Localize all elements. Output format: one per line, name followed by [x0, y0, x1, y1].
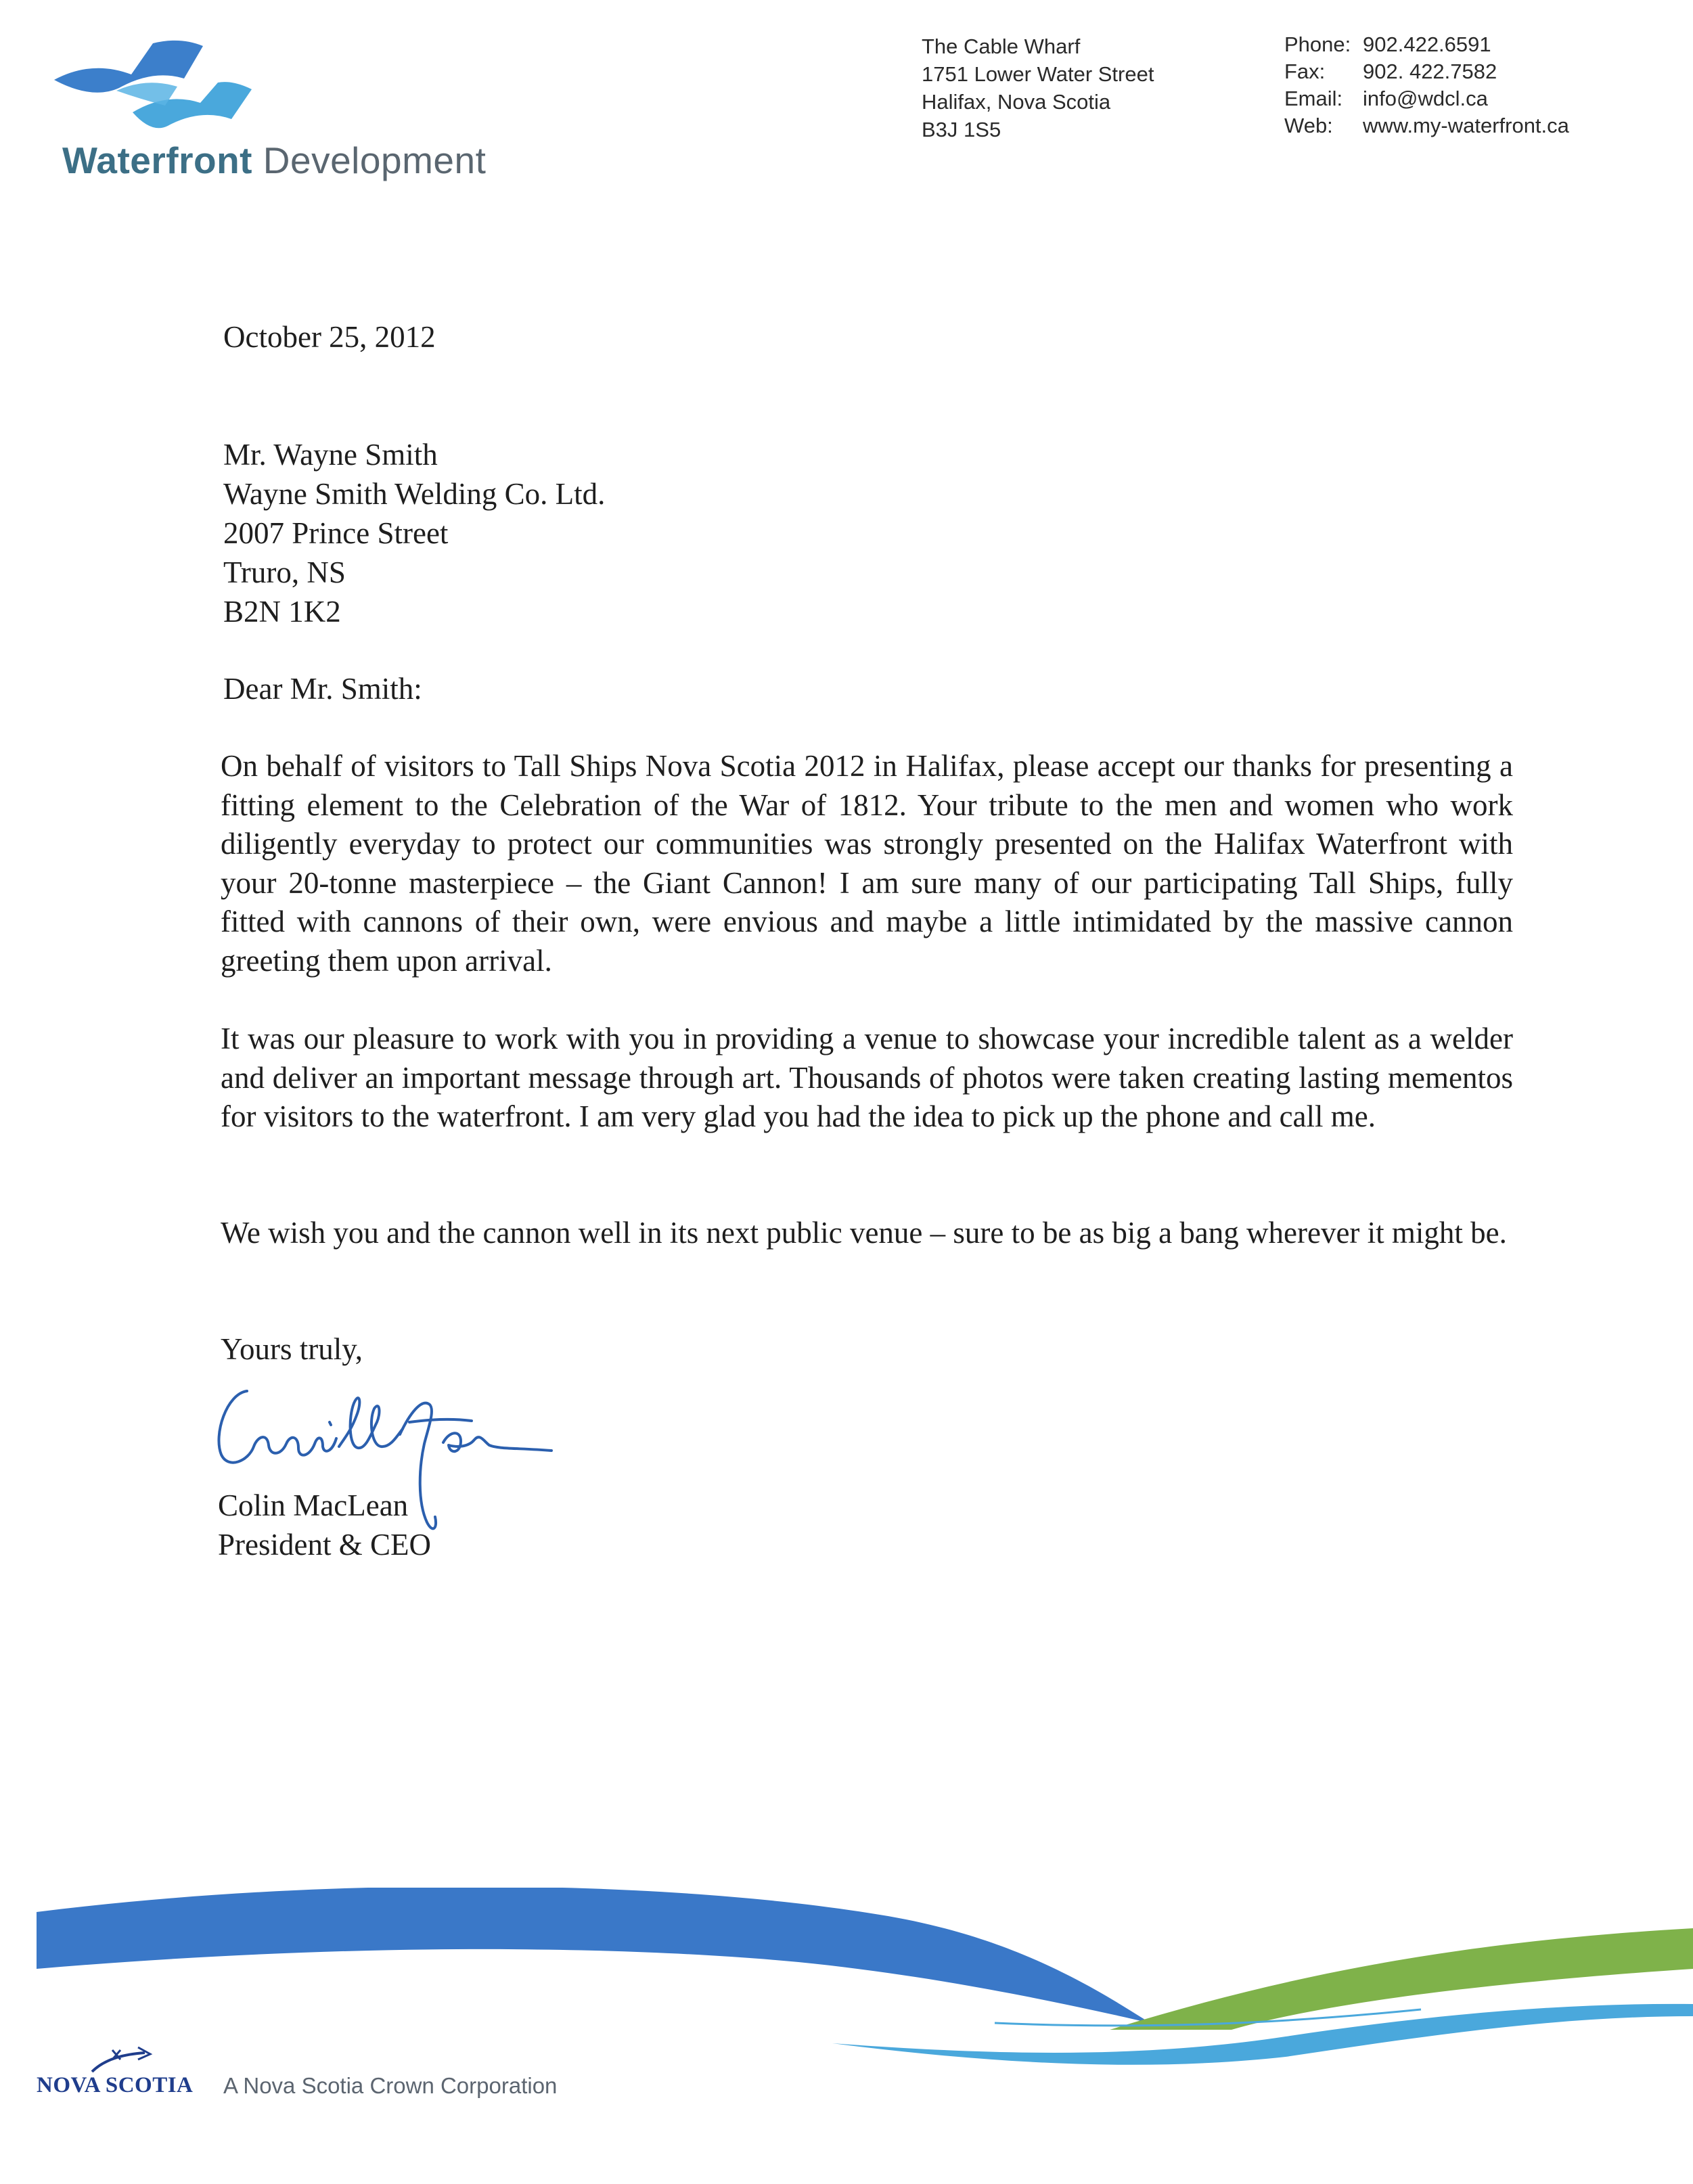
company-contacts [1284, 31, 1569, 139]
contact-label: Fax: [1284, 60, 1326, 83]
body-paragraph: It was our pleasure to work with you in providing a venue to showcase your incredible talent as a welder and deliver an important message through art. Thousands of photos were taken creating lasting mementos for visitors to the waterfront. I am very glad you had the idea to pick up the phone and call me. [221, 1022, 1513, 1133]
contact-value: www.my-waterfront.ca [1363, 114, 1569, 137]
crown-corporation-tagline: A Nova Scotia Crown Corporation [223, 2073, 558, 2098]
body-paragraph: We wish you and the cannon well in its next public venue – sure to be as big a bang wherever it might be. [221, 1216, 1507, 1250]
recipient-line: Wayne Smith Welding Co. Ltd. [223, 477, 606, 511]
signer-title: President & CEO [218, 1528, 431, 1562]
brand-name-rest: Development [263, 139, 487, 181]
contact-fax [1284, 58, 1569, 85]
address-line: B3J 1S5 [922, 118, 1001, 141]
address-line: The Cable Wharf [922, 35, 1081, 58]
contact-label: Email: [1284, 87, 1343, 110]
closing: Yours truly, [221, 1332, 363, 1366]
address-line: Halifax, Nova Scotia [922, 90, 1111, 114]
recipient-line: Truro, NS [223, 555, 346, 589]
signer-name: Colin MacLean [218, 1488, 409, 1522]
signer-block [218, 1486, 431, 1564]
waterfront-logo-icon [51, 32, 254, 141]
contact-label: Web: [1284, 114, 1333, 137]
company-address [922, 32, 1154, 143]
contact-value: 902.422.6591 [1363, 32, 1491, 56]
address-line: 1751 Lower Water Street [922, 62, 1154, 86]
province-name: NOVA SCOTIA [37, 2073, 194, 2097]
recipient-line: B2N 1K2 [223, 595, 341, 629]
nova-scotia-logo [37, 2045, 212, 2106]
contact-web [1284, 112, 1569, 139]
contact-label: Phone: [1284, 32, 1351, 56]
letter-date: October 25, 2012 [223, 320, 436, 354]
recipient-line: Mr. Wayne Smith [223, 438, 438, 472]
salutation: Dear Mr. Smith: [223, 672, 422, 706]
contact-email [1284, 85, 1569, 112]
contact-phone [1284, 31, 1569, 58]
contact-value: 902. 422.7582 [1363, 60, 1497, 83]
recipient-line: 2007 Prince Street [223, 516, 449, 550]
contact-value: info@wdcl.ca [1363, 87, 1488, 110]
brand-name-strong: Waterfront [62, 139, 252, 181]
recipient-block [223, 435, 605, 631]
body-paragraph: On behalf of visitors to Tall Ships Nova Scotia 2012 in Halifax, please accept our thanks for presenting a fitting element to the Celebration of the War of 1812. Your tribute to the men and women who work diligently everyday to protect our communities was strongly presented on the Halifax Waterfront with your 20-tonne masterpiece – the Giant Cannon! I am sure many of our participating Tall Ships, fully fitted with cannons of their own, were envious and maybe a little intimidated by the massive cannon greeting them upon arrival. [221, 749, 1513, 978]
brand-name [62, 139, 486, 182]
nova-scotia-flag-icon [85, 2045, 166, 2074]
